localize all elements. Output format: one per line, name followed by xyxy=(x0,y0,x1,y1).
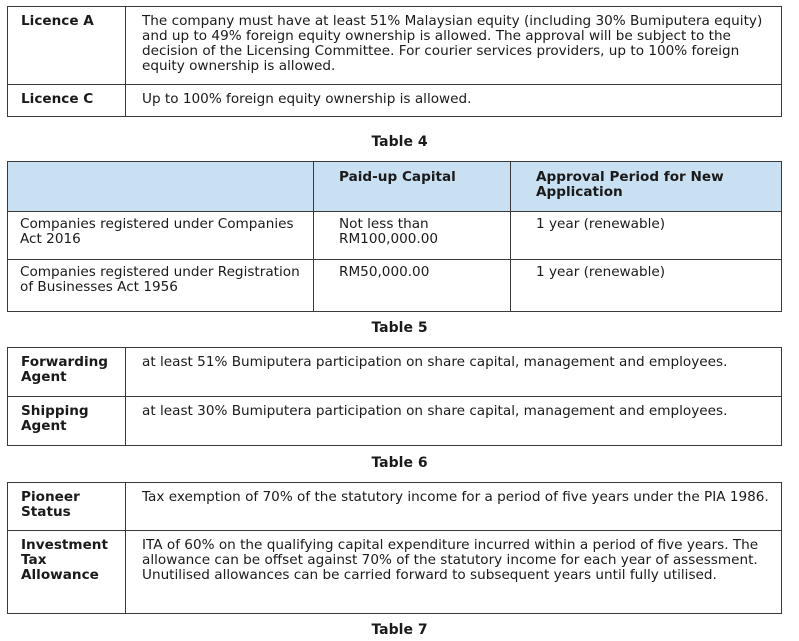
row-text: at least 51% Bumiputera participation on share capital, management and employees. xyxy=(126,348,782,397)
table-row xyxy=(8,85,782,117)
table-caption: Table 7 xyxy=(371,622,428,638)
table-row xyxy=(8,483,782,531)
row-text: Tax exemption of 70% of the statutory income for a period of five years under the PIA 1986. xyxy=(126,483,782,531)
capital-table xyxy=(7,161,782,312)
column-header: Paid-up Capital xyxy=(314,162,511,212)
period-cell: 1 year (renewable) xyxy=(511,260,782,312)
column-header xyxy=(8,162,314,212)
row-text: at least 30% Bumiputera participation on share capital, management and employees. xyxy=(126,397,782,446)
row-label: Pioneer Status xyxy=(8,483,126,531)
row-label: Licence A xyxy=(8,7,126,85)
capital-cell: RM50,000.00 xyxy=(314,260,511,312)
row-text: The company must have at least 51% Malaysian equity (including 30% Bumiputera equity) and up to 49% foreign equity ownership is allowed. The approval will be subject to the decision of the Licensing Committee. For courier services providers, up to 100% foreign equity ownership is allowed. xyxy=(126,7,782,85)
table-caption: Table 6 xyxy=(371,455,428,471)
period-cell: 1 year (renewable) xyxy=(511,212,782,260)
table-row xyxy=(8,260,782,312)
table-header-row xyxy=(8,162,782,212)
row-text: Up to 100% foreign equity ownership is allowed. xyxy=(126,85,782,117)
row-label: Licence C xyxy=(8,85,126,117)
table-row xyxy=(8,531,782,614)
table-caption: Table 4 xyxy=(371,134,428,150)
row-label: Investment Tax Allowance xyxy=(8,531,126,614)
table-caption: Table 5 xyxy=(371,320,428,336)
table-row xyxy=(8,397,782,446)
licence-table xyxy=(7,6,782,117)
table-row xyxy=(8,212,782,260)
capital-cell: Not less than RM100,000.00 xyxy=(314,212,511,260)
table-row xyxy=(8,7,782,85)
entity-cell: Companies registered under Companies Act 2016 xyxy=(8,212,314,260)
row-label: Shipping Agent xyxy=(8,397,126,446)
entity-cell: Companies registered under Registration of Businesses Act 1956 xyxy=(8,260,314,312)
row-label: Forwarding Agent xyxy=(8,348,126,397)
table-row xyxy=(8,348,782,397)
row-text: ITA of 60% on the qualifying capital expenditure incurred within a period of five years. The allowance can be offset against 70% of the statutory income for each year of assessment. Unutilised allowances can be carried forward to subsequent years until fully utilised. xyxy=(126,531,782,614)
agent-table xyxy=(7,347,782,446)
column-header: Approval Period for New Application xyxy=(511,162,782,212)
incentive-table xyxy=(7,482,782,614)
